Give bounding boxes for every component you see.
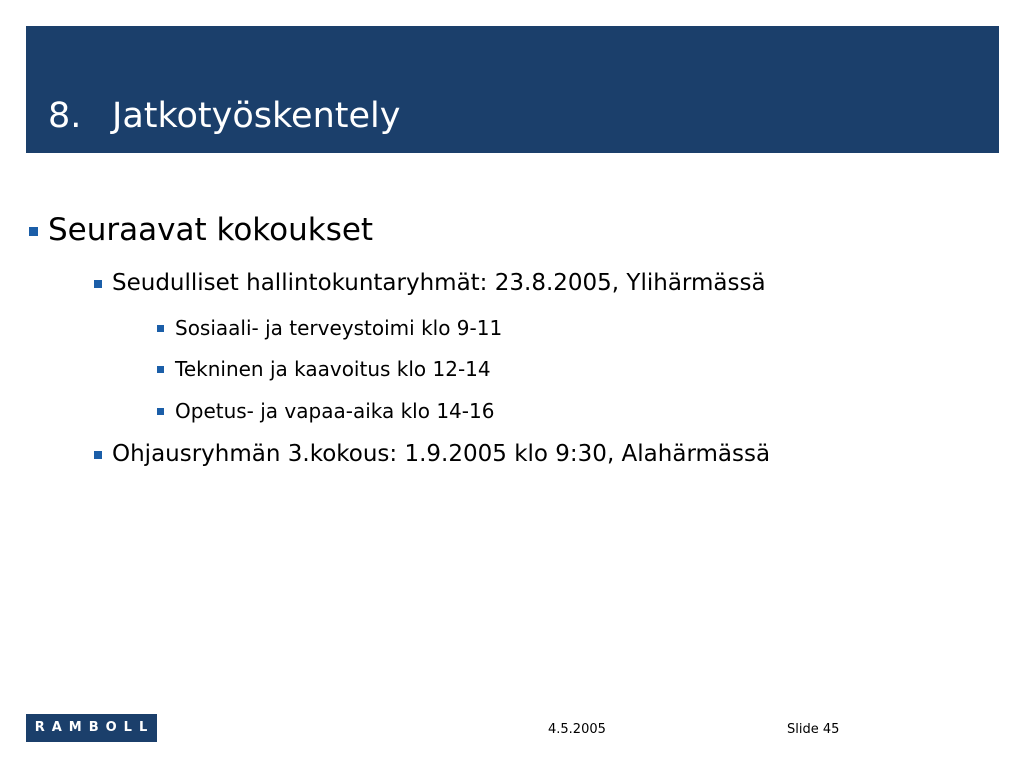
slide-title-number: 8.	[48, 96, 82, 136]
bullet-text: Sosiaali- ja terveystoimi klo 9-11	[175, 316, 503, 340]
footer-date: 4.5.2005	[548, 722, 606, 737]
bullet-level3-education	[175, 398, 494, 424]
bullet-level1-meetings	[48, 210, 373, 250]
ramboll-logo	[26, 714, 157, 742]
bullet-level3-technical	[175, 356, 491, 382]
bullet-square-icon	[94, 280, 102, 288]
bullet-text: Ohjausryhmän 3.kokous: 1.9.2005 klo 9:30, Alahärmässä	[112, 441, 771, 467]
bullet-level3-social-health	[175, 315, 502, 341]
bullet-text: Opetus- ja vapaa-aika klo 14-16	[175, 399, 495, 423]
slide-title-text: Jatkotyöskentely	[112, 96, 401, 136]
bullet-square-icon	[94, 451, 102, 459]
slide-number: Slide 45	[787, 722, 840, 737]
bullet-text: Seuraavat kokoukset	[48, 212, 374, 248]
bullet-square-icon	[157, 366, 164, 373]
bullet-text: Tekninen ja kaavoitus klo 12-14	[175, 357, 491, 381]
logo-text: RAMBOLL	[34, 720, 155, 735]
slide-title	[48, 96, 400, 136]
bullet-level2-steering-group	[112, 439, 770, 469]
bullet-square-icon	[157, 408, 164, 415]
title-bar	[26, 26, 999, 153]
bullet-text: Seudulliset hallintokuntaryhmät: 23.8.2005, Ylihärmässä	[112, 270, 766, 296]
bullet-level2-regional-groups	[112, 268, 766, 298]
bullet-square-icon	[29, 227, 38, 236]
bullet-square-icon	[157, 325, 164, 332]
